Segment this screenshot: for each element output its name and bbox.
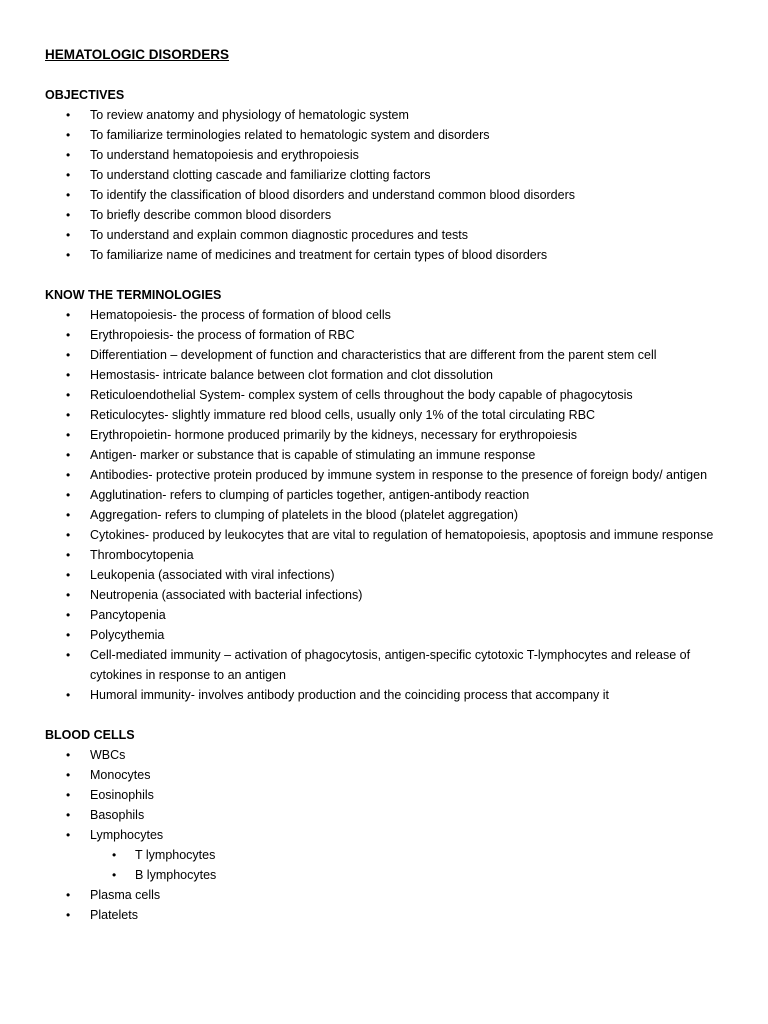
objective-text: To understand and explain common diagnostic procedures and tests (90, 228, 469, 242)
cell-text: Platelets (90, 908, 138, 922)
bullet-icon: • (66, 188, 71, 202)
bullet-icon: • (66, 908, 71, 922)
term-text: Erythropoietin- hormone produced primarily by the kidneys, necessary for erythropoiesis (90, 428, 578, 442)
bullet-icon: • (66, 228, 71, 242)
list-item (45, 905, 728, 925)
bullet-icon: • (66, 608, 71, 622)
term-text: Agglutination- refers to clumping of particles together, antigen-antibody reaction (90, 488, 530, 502)
cell-text: Lymphocytes (90, 828, 164, 842)
objective-text: To briefly describe common blood disorders (90, 208, 332, 222)
list-item (45, 745, 728, 765)
list-item (45, 805, 728, 825)
term-text: Erythropoiesis- the process of formation of RBC (90, 328, 355, 342)
term-text: Differentiation – development of function and characteristics that are different from the parent stem cell (90, 348, 657, 362)
term-text: Antigen- marker or substance that is capable of stimulating an immune response (90, 448, 536, 462)
list-item (45, 685, 728, 705)
list-item (45, 405, 728, 425)
list-item (45, 585, 728, 605)
bullet-icon: • (66, 108, 71, 122)
list-item (45, 465, 728, 485)
bullet-icon: • (66, 768, 71, 782)
bullet-icon: • (112, 848, 117, 862)
term-text: Neutropenia (associated with bacterial infections) (90, 588, 363, 602)
cell-text: Basophils (90, 808, 145, 822)
list-item (45, 645, 728, 685)
objectives-heading: OBJECTIVES (45, 88, 125, 102)
bullet-icon: • (66, 148, 71, 162)
bullet-icon: • (66, 128, 71, 142)
list-item (45, 145, 728, 165)
term-text: Leukopenia (associated with viral infections) (90, 568, 335, 582)
list-item (45, 825, 728, 845)
cell-text: Monocytes (90, 768, 151, 782)
list-item (45, 105, 728, 125)
list-item (45, 385, 728, 405)
bullet-icon: • (66, 888, 71, 902)
objective-text: To familiarize name of medicines and treatment for certain types of blood disorders (90, 248, 548, 262)
bullet-icon: • (66, 748, 71, 762)
bullet-icon: • (66, 168, 71, 182)
list-item (45, 765, 728, 785)
terminologies-section (45, 285, 728, 705)
bullet-icon: • (66, 548, 71, 562)
lymphocyte-subtypes-list (45, 845, 728, 885)
list-item (45, 785, 728, 805)
list-item (45, 625, 728, 645)
list-item (45, 545, 728, 565)
bullet-icon: • (66, 688, 71, 702)
term-text: Polycythemia (90, 628, 165, 642)
cell-text: Plasma cells (90, 888, 161, 902)
list-item (45, 605, 728, 625)
list-item (45, 485, 728, 505)
cell-text: WBCs (90, 748, 126, 762)
term-text: Reticuloendothelial System- complex system of cells throughout the body capable of phagocytosis (90, 388, 633, 402)
bullet-icon: • (66, 628, 71, 642)
objective-text: To identify the classification of blood disorders and understand common blood disorders (90, 188, 575, 202)
list-item (45, 225, 728, 245)
bullet-icon: • (66, 808, 71, 822)
bullet-icon: • (66, 328, 71, 342)
bullet-icon: • (66, 468, 71, 482)
bullet-icon: • (66, 308, 71, 322)
objective-text: To understand hematopoiesis and erythropoiesis (90, 148, 359, 162)
blood-cells-list-continued (45, 885, 728, 925)
term-text: Humoral immunity- involves antibody production and the coinciding process that accompany it (90, 688, 610, 702)
term-text: Hematopoiesis- the process of formation of blood cells (90, 308, 391, 322)
document-title: HEMATOLOGIC DISORDERS (45, 47, 230, 62)
objective-text: To familiarize terminologies related to hematologic system and disorders (90, 128, 490, 142)
term-text: Reticulocytes- slightly immature red blood cells, usually only 1% of the total circulating RBC (90, 408, 596, 422)
objectives-section (45, 85, 728, 265)
bullet-icon: • (66, 448, 71, 462)
list-item (45, 565, 728, 585)
term-text: Hemostasis- intricate balance between clot formation and clot dissolution (90, 368, 493, 382)
term-text: Pancytopenia (90, 608, 166, 622)
list-item (45, 525, 728, 545)
bullet-icon: • (66, 208, 71, 222)
list-item (45, 845, 728, 865)
bullet-icon: • (66, 788, 71, 802)
cell-text: Eosinophils (90, 788, 154, 802)
term-text: Cell-mediated immunity – activation of phagocytosis, antigen-specific cytotoxic T-lymphocytes and release of cytokines in response to an antigen (90, 648, 691, 682)
bullet-icon: • (66, 488, 71, 502)
bullet-icon: • (66, 588, 71, 602)
list-item (45, 505, 728, 525)
list-item (45, 245, 728, 265)
bullet-icon: • (66, 428, 71, 442)
blood-cells-list (45, 745, 728, 845)
list-item (45, 445, 728, 465)
list-item (45, 185, 728, 205)
list-item (45, 365, 728, 385)
term-text: Antibodies- protective protein produced by immune system in response to the presence of foreign body/ antigen (90, 468, 708, 482)
list-item (45, 325, 728, 345)
blood-cells-section (45, 725, 728, 925)
list-item (45, 865, 728, 885)
terminologies-heading: KNOW THE TERMINOLOGIES (45, 288, 222, 302)
bullet-icon: • (66, 828, 71, 842)
list-item (45, 125, 728, 145)
list-item (45, 425, 728, 445)
list-item (45, 165, 728, 185)
bullet-icon: • (66, 568, 71, 582)
subtype-text: B lymphocytes (135, 868, 217, 882)
list-item (45, 305, 728, 325)
bullet-icon: • (66, 408, 71, 422)
objective-text: To review anatomy and physiology of hematologic system (90, 108, 409, 122)
terminologies-list (45, 305, 728, 705)
objectives-list (45, 105, 728, 265)
subtype-text: T lymphocytes (135, 848, 216, 862)
bullet-icon: • (66, 368, 71, 382)
bullet-icon: • (112, 868, 117, 882)
bullet-icon: • (66, 388, 71, 402)
term-text: Aggregation- refers to clumping of platelets in the blood (platelet aggregation) (90, 508, 519, 522)
list-item (45, 345, 728, 365)
bullet-icon: • (66, 248, 71, 262)
list-item (45, 205, 728, 225)
blood-cells-heading: BLOOD CELLS (45, 728, 135, 742)
bullet-icon: • (66, 648, 71, 662)
bullet-icon: • (66, 528, 71, 542)
term-text: Cytokines- produced by leukocytes that are vital to regulation of hematopoiesis, apoptosis and immune response (90, 528, 714, 542)
term-text: Thrombocytopenia (90, 548, 194, 562)
bullet-icon: • (66, 348, 71, 362)
list-item (45, 885, 728, 905)
bullet-icon: • (66, 508, 71, 522)
objective-text: To understand clotting cascade and familiarize clotting factors (90, 168, 431, 182)
